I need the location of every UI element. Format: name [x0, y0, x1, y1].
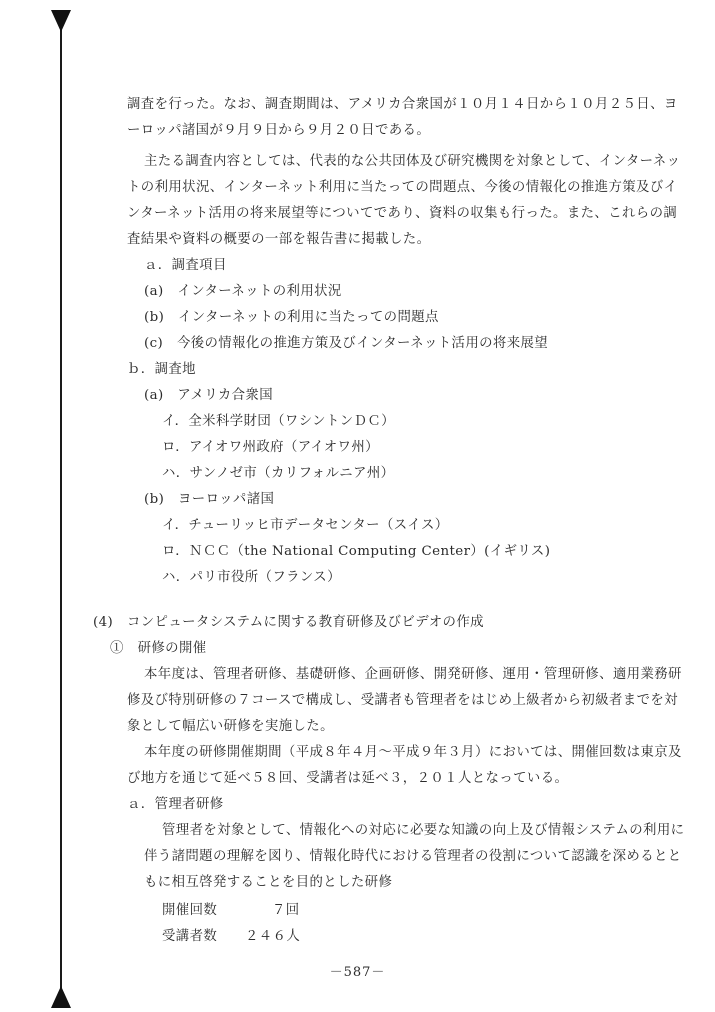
text-line: 修及び特別研修の７コースで構成し、受講者も管理者をはじめ上級者から初級者までを対	[127, 693, 678, 708]
list-item: (a) インターネットの利用状況	[144, 284, 342, 299]
binding-top-mark	[51, 10, 71, 32]
list-item: (b) ヨーロッパ諸国	[144, 492, 275, 507]
list-item: (b) インターネットの利用に当たっての問題点	[144, 310, 439, 325]
list-item: イ．全米科学財団（ワシントンＤＣ）	[162, 414, 395, 429]
text-line: ンターネット活用の将来展望等についてであり、資料の収集も行った。また、これらの調	[127, 206, 678, 221]
stat-value-attendees: ２４６人	[245, 929, 301, 944]
page-number: －587－	[329, 965, 386, 980]
text-line: 伴う諸問題の理解を図り、情報化時代における管理者の役割について認識を深めるとと	[144, 849, 682, 864]
stat-label-count: 開催回数	[162, 903, 218, 918]
subsection-heading: ① 研修の開催	[110, 641, 207, 656]
binding-line	[60, 14, 62, 1004]
text-line: 管理者を対象として、情報化への対応に必要な知識の向上及び情報システムの利用に	[162, 823, 685, 838]
list-item: (c) 今後の情報化の推進方策及びインターネット活用の将来展望	[144, 336, 549, 351]
list-item: ハ．パリ市役所（フランス）	[162, 570, 341, 585]
text-line: 査結果や資料の概要の一部を報告書に掲載した。	[127, 232, 431, 247]
text-line: 調査を行った。なお、調査期間は、アメリカ合衆国が１０月１４日から１０月２５日、ヨ	[127, 97, 678, 112]
section-heading: ａ．管理者研修	[127, 797, 224, 812]
text-line: び地方を通じて延べ５８回、受講者は延べ３，２０１人となっている。	[127, 771, 569, 786]
stat-value-count: ７回	[272, 903, 300, 918]
text-line: 象として幅広い研修を実施した。	[127, 719, 334, 734]
section-heading: (4) コンピュータシステムに関する教育研修及びビデオの作成	[93, 615, 484, 630]
stat-label-attendees: 受講者数	[162, 929, 218, 944]
text-line: ーロッパ諸国が９月９日から９月２０日である。	[127, 123, 431, 138]
list-item: (a) アメリカ合衆国	[144, 388, 274, 403]
list-item: ハ．サンノゼ市（カリフォルニア州）	[162, 466, 395, 481]
binding-bottom-mark	[51, 986, 71, 1008]
list-item: イ．チューリッヒ市データセンター（スイス）	[162, 518, 449, 533]
section-heading: ａ．調査項目	[144, 258, 227, 273]
section-heading: ｂ．調査地	[127, 362, 196, 377]
text-line: 本年度の研修開催期間（平成８年４月～平成９年３月）においては、開催回数は東京及	[144, 745, 682, 760]
text-line: もに相互啓発することを目的とした研修	[144, 875, 393, 890]
text-line: 本年度は、管理者研修、基礎研修、企画研修、開発研修、運用・管理研修、適用業務研	[144, 667, 682, 682]
list-item: ロ．ＮＣＣ（the National Computing Center）(イギリス)	[162, 544, 551, 559]
text-line: 主たる調査内容としては、代表的な公共団体及び研究機関を対象として、インターネッ	[144, 154, 681, 169]
list-item: ロ．アイオワ州政府（アイオワ州）	[162, 440, 379, 455]
text-line: トの利用状況、インターネット利用に当たっての問題点、今後の情報化の推進方策及びイ	[127, 180, 678, 195]
